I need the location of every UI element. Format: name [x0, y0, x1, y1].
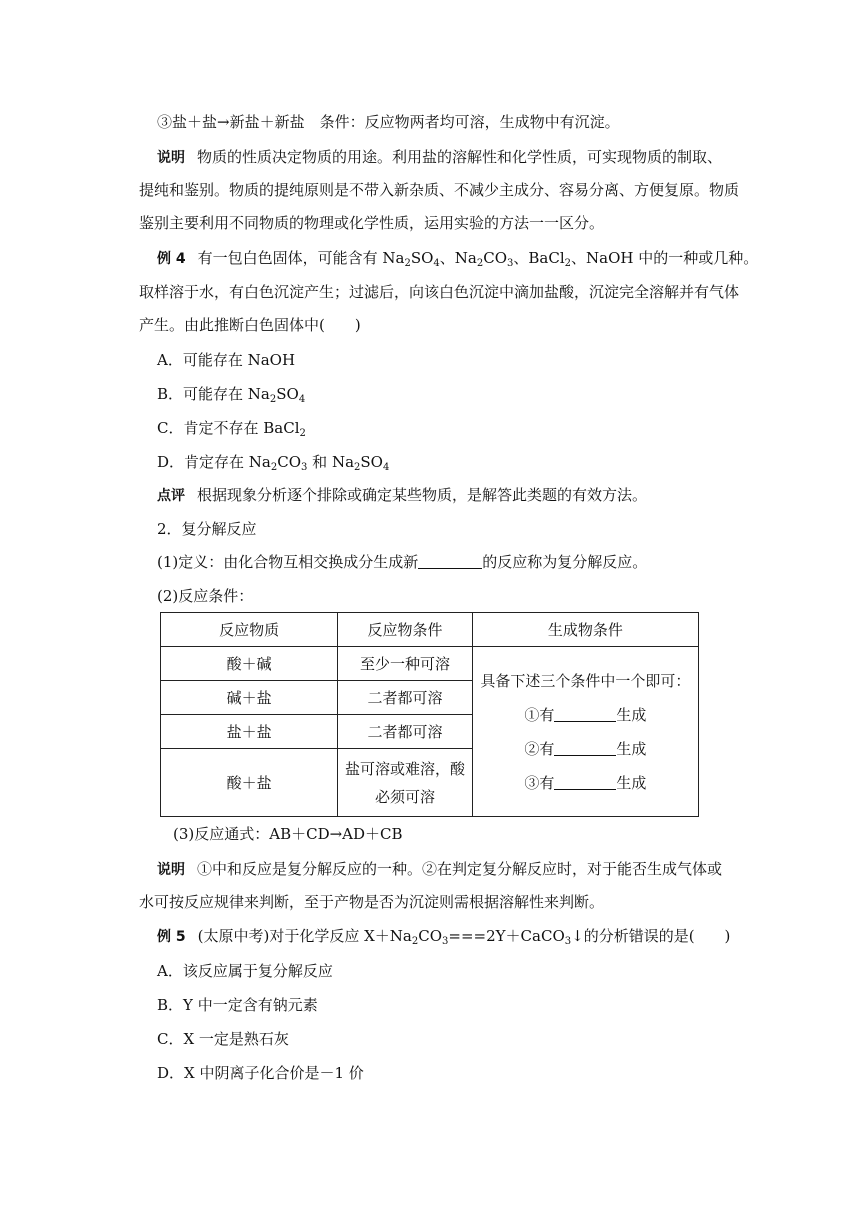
table-header: 生成物条件 — [472, 613, 698, 647]
condition-title: (2)反应条件： — [157, 587, 254, 605]
table-header: 反应物质 — [161, 613, 338, 647]
note-1-line-2: 提纯和鉴别。物质的提纯原则是不带入新杂质、不减少主成分、容易分离、方便复原。物质 — [139, 181, 740, 199]
fill-blank[interactable] — [418, 552, 482, 569]
product-item: ②有 生成 — [524, 739, 647, 758]
table-row: 盐＋盐 二者都可溶 — [161, 715, 699, 749]
product-item: ①有 生成 — [524, 705, 647, 724]
note-1-line-3: 鉴别主要利用不同物质的物理或化学性质，运用实验的方法一一区分。 — [139, 214, 605, 232]
section-2-title: 2．复分解反应 — [157, 520, 257, 538]
example-4-stem-line-2: 取样溶于水，有白色沉淀产生；过滤后，向该白色沉淀中滴加盐酸，沉淀完全溶解并有气体 — [139, 283, 740, 301]
note-1 — [157, 146, 757, 169]
product-condition-cell: 具备下述三个条件中一个即可： ①有 生成 ②有 生成 ③有 生成 — [472, 647, 698, 817]
table-row: 酸＋盐 盐可溶或难溶，酸 必须可溶 — [161, 749, 699, 817]
table-row: 碱＋盐 二者都可溶 — [161, 681, 699, 715]
definition-line: (1)定义：由化合物互相交换成分生成新 的反应称为复分解反应。 — [157, 553, 648, 571]
product-item: ③有 生成 — [524, 773, 647, 792]
note-2: 说明 ①中和反应是复分解反应的一种。②在判定复分解反应时，对于能否生成气体或 — [157, 860, 723, 878]
note-label: 说明 — [157, 862, 185, 878]
option-b: B．可能存在 $Na_2SO_4$ — [157, 385, 306, 405]
example-label: 例 5 — [157, 929, 186, 945]
option-b: B．Y 中一定含有钠元素 — [157, 996, 318, 1014]
example-5-stem: 例 5 (太原中考)对于化学反应 $X+Na_2CO_3===2Y+CaCO_3↓$的分析错误的是( ) — [157, 927, 731, 947]
option-a: A．可能存在 NaOH — [157, 351, 296, 369]
fill-blank[interactable] — [554, 705, 616, 722]
general-formula: (3)反应通式：AB＋CD→AD＋CB — [173, 825, 403, 843]
source-tag: (太原中考) — [197, 927, 270, 945]
table-row: 酸＋碱 至少一种可溶 具备下述三个条件中一个即可： ①有 生成 ②有 生成 ③有 生成 — [161, 647, 699, 681]
fill-blank[interactable] — [554, 773, 616, 790]
example-4-stem-line-1: 例 4 有一包白色固体，可能含有 $Na_2SO_4$、$Na_2CO_3$、BaCl$_2$、NaOH 中的一种或几种。 — [157, 249, 759, 269]
option-a: A．该反应属于复分解反应 — [157, 962, 333, 980]
table-header-row — [161, 613, 699, 647]
comment-label: 点评 — [157, 488, 185, 504]
reaction-condition-table — [160, 612, 699, 817]
option-c: C．X 一定是熟石灰 — [157, 1030, 289, 1048]
comment: 点评 根据现象分析逐个排除或确定某些物质，是解答此类题的有效方法。 — [157, 486, 648, 504]
note-2-line-2: 水可按反应规律来判断，至于产物是否为沉淀则需根据溶解性来判断。 — [139, 893, 605, 911]
example-4-stem-line-3: 产生。由此推断白色固体中( ) — [139, 316, 361, 334]
example-label: 例 4 — [157, 251, 186, 267]
note-label: 说明 — [157, 150, 185, 166]
option-d: D．X 中阴离子化合价是－1 价 — [157, 1064, 364, 1082]
table-header: 反应物条件 — [338, 613, 473, 647]
option-d: D．肯定存在 $Na_2CO_3$ 和 $Na_2SO_4$ — [157, 453, 390, 473]
note-1-line-1: 物质的性质决定物质的用途。利用盐的溶解性和化学性质，可实现物质的制取、 — [197, 148, 723, 166]
salt-salt-reaction-line: ③盐＋盐→新盐＋新盐 条件：反应物两者均可溶，生成物中有沉淀。 — [157, 113, 620, 131]
option-c: C．肯定不存在 BaCl$_2$ — [157, 419, 306, 439]
fill-blank[interactable] — [554, 739, 616, 756]
